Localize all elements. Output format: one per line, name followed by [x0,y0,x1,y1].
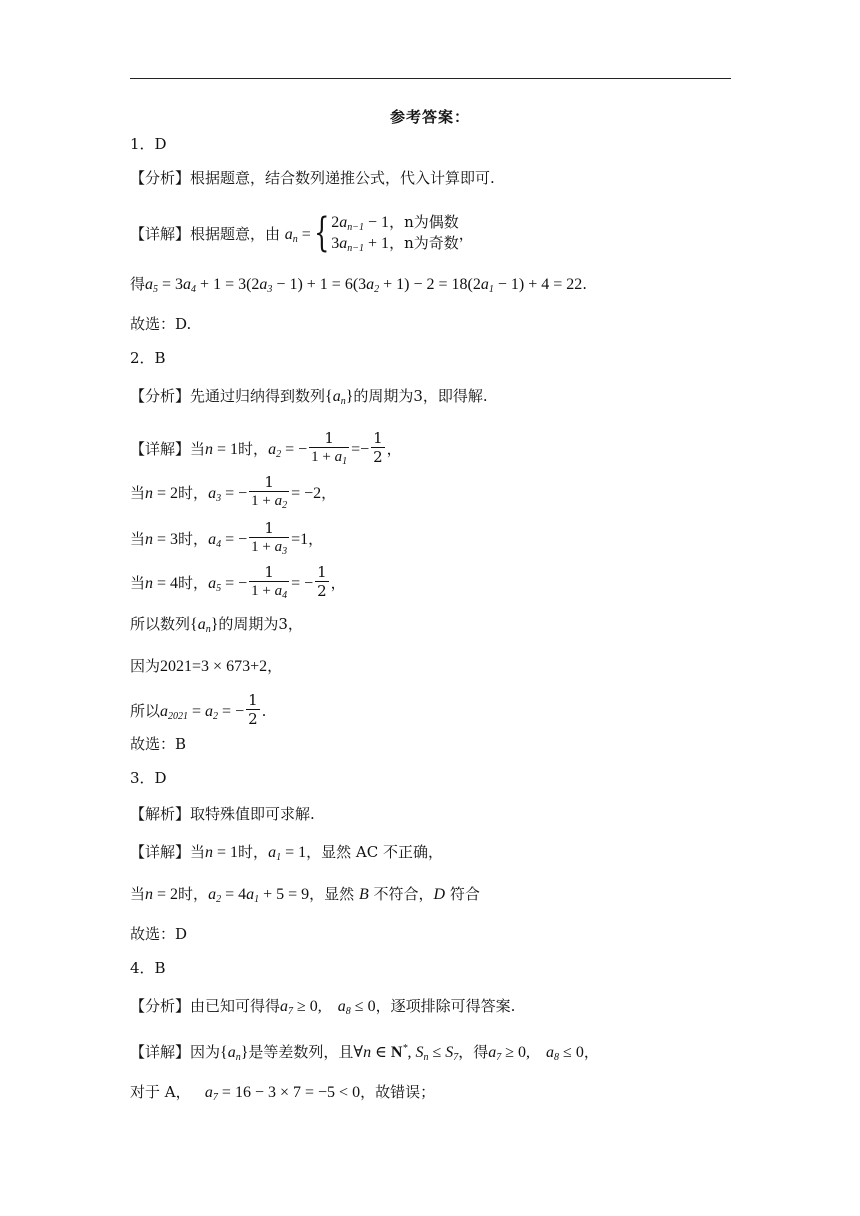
q2-so: 所以$a_{2021} = a_2$ = − $\frac{1}{2}$ . [130,691,267,728]
q3-step1: 【详解】当n = 1时，$a_1 = 1$，显然 AC 不正确， [130,843,443,863]
q1-conclusion: 故选：D. [130,315,192,333]
header-rule [130,78,731,79]
q1-answer: 1．D [130,135,167,153]
q3-step2: 当n = 2时，$a_2 = 4a_1 + 5 = 9$，显然 B 不符合，D 符合 [130,885,480,905]
q3-analysis: 【解析】取特殊值即可求解. [130,805,315,823]
q3-conclusion: 故选：D [130,925,188,943]
q3-answer: 3．D [130,769,167,787]
q4-answer: 4．B [130,959,166,977]
page-title: 参考答案： [389,108,470,126]
q2-because: 因为2021=3 × 673+2， [130,657,283,675]
q2-answer: 2．B [130,349,166,367]
q2-period: 所以数列$\{a_n\}$的周期为3， [130,615,303,635]
q2-analysis: 【分析】先通过归纳得到数列$\{a_n\}$的周期为3，即得解. [130,387,488,407]
q2-step3: 当n = 3时，$a_4$ = − $\frac{1}{1 + a_3}$ =1， [130,519,324,557]
q1-detail: 【详解】根据题意，由 $a_n$ ={ $2a_{n-1} - 1$，n为偶数 $3a_{n-1} + 1$，n为奇数 ， [130,210,474,256]
q4-analysis: 【分析】由已知可得得$a_7 \ge 0$, $a_8 \le 0$，逐项排除可得答案. [130,997,516,1017]
q2-step4: 当n = 4时，$a_5$ = − $\frac{1}{1 + a_4}$ = − $\frac{1}{2}$ ， [130,563,346,601]
q2-step2: 当n = 2时，$a_3$ = − $\frac{1}{1 + a_2}$ = −2， [130,473,337,511]
q1-derivation: 得$a_5 = 3a_4 + 1 = 3(2a_3 - 1) + 1 = 6(3a_2 + 1) - 2 = 18(2a_1 - 1) + 4 = 22$. [130,275,588,295]
q1-analysis: 【分析】根据题意，结合数列递推公式，代入计算即可. [130,169,495,187]
q4-option-a: 对于 A， $a_7 = 16 - 3 \times 7 = -5 < 0$，故错误； [130,1083,436,1103]
q2-step1: 【详解】当n = 1时，$a_2$ = − $\frac{1}{1 + a_1}$ =− $\frac{1}{2}$ ， [130,429,402,467]
q4-detail: 【详解】因为$\{a_n\}$是等差数列，且∀n ∈ N*, $S_n \le S_7$，得$a_7 \ge 0$, $a_8 \le 0$， [130,1043,599,1063]
q2-conclusion: 故选：B [130,735,187,753]
